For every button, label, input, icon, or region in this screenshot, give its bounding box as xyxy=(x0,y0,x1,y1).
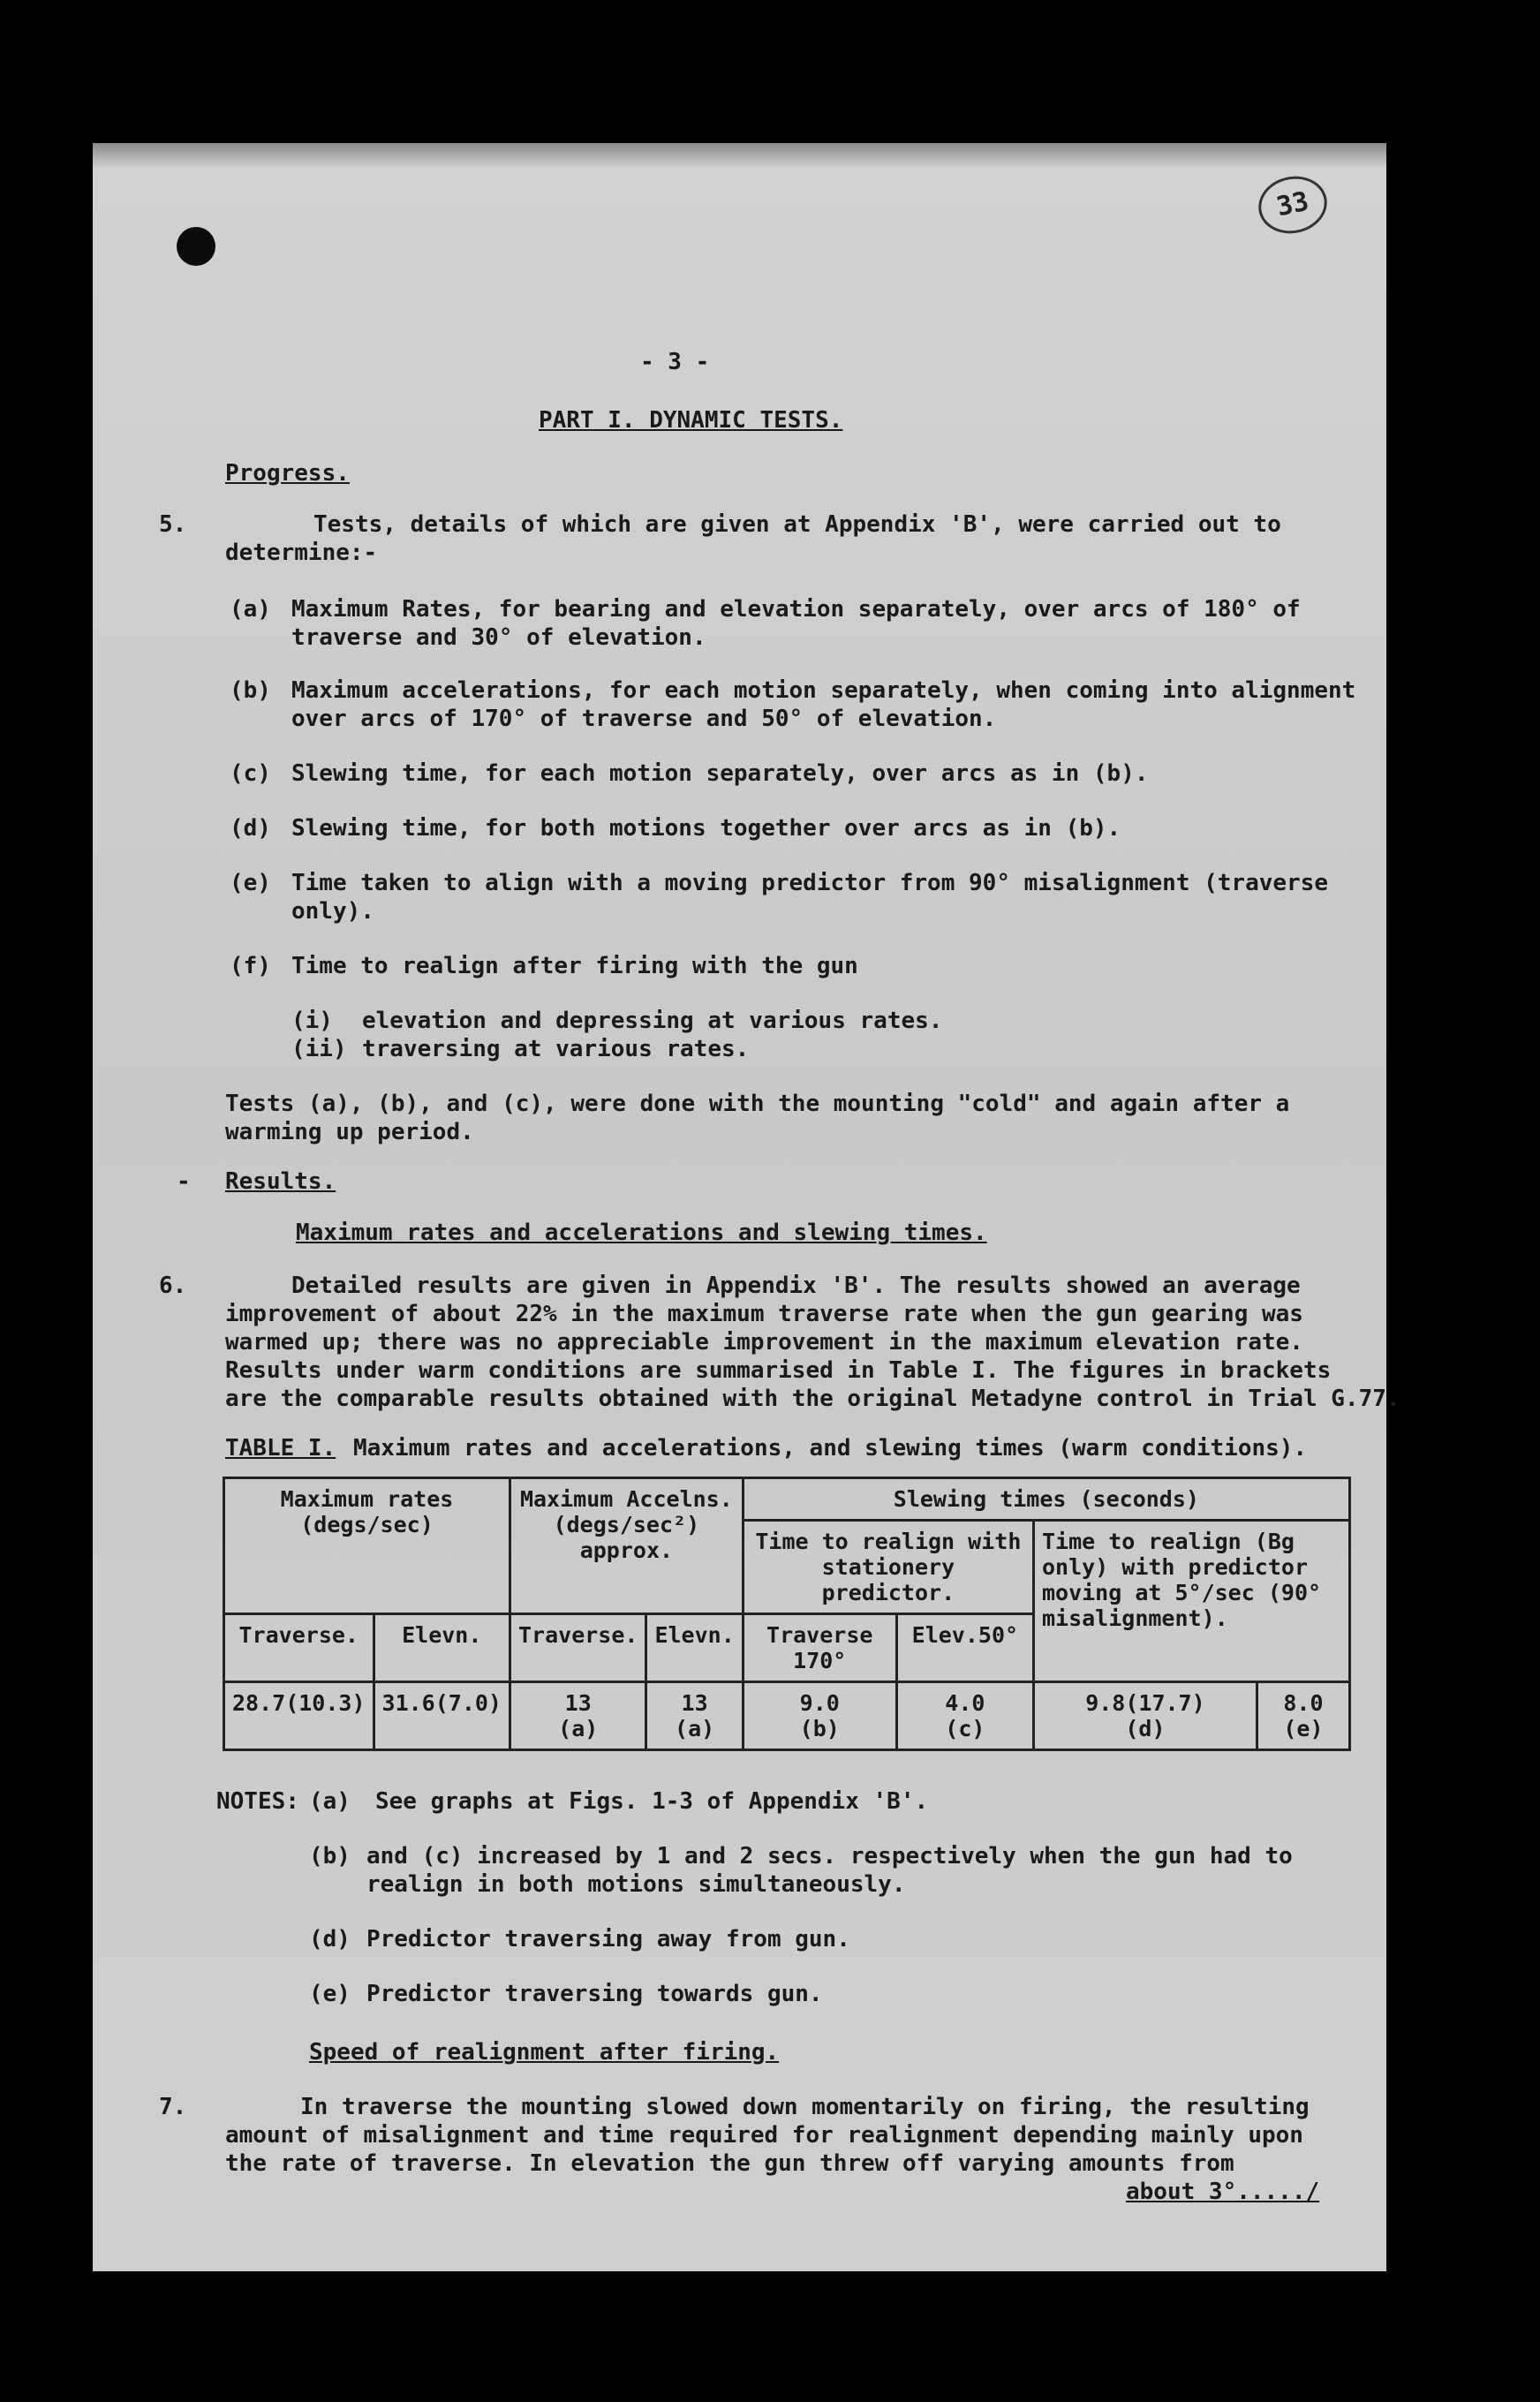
results-line-5: are the comparable results obtained with the original Metadyne control in Trial G.77. xyxy=(225,1386,1400,1412)
cell-acc-traverse-value: 13 xyxy=(564,1690,592,1716)
item-f-line1: Time to realign after firing with the gun xyxy=(291,953,858,979)
item-label-a: (a) xyxy=(230,596,271,623)
cell-acc-traverse xyxy=(510,1682,645,1750)
results-dash: - xyxy=(177,1168,191,1195)
folio-stamp: 33 xyxy=(1253,170,1332,240)
page-number: - 3 - xyxy=(640,349,710,375)
cell-acc-elevn-note: (a) xyxy=(675,1716,715,1741)
note-bc-label: (b) xyxy=(309,1843,351,1869)
cell-acc-elevn-value: 13 xyxy=(681,1690,708,1716)
table-caption-text: Maximum rates and accelerations, and slewing times (warm conditions). xyxy=(353,1435,1308,1462)
item-label-e: (e) xyxy=(230,870,271,896)
col-slew-elev: Elev.50° xyxy=(896,1614,1033,1682)
para-number-6: 6. xyxy=(159,1273,187,1299)
note-bc-line1: and (c) increased by 1 and 2 secs. respectively when the gun had to xyxy=(366,1843,1293,1869)
progress-heading: Progress. xyxy=(225,460,350,487)
header-moving: Time to realign (Bg only) with predictor moving at 5°/sec (90° misalignment). xyxy=(1033,1521,1349,1682)
item-label-c: (c) xyxy=(230,760,271,787)
item-b-line1: Maximum accelerations, for each motion separately, when coming into alignment xyxy=(291,677,1356,704)
results-heading: Results. xyxy=(225,1168,336,1195)
header-max-accel xyxy=(510,1478,743,1614)
item-label-f: (f) xyxy=(230,953,271,979)
table-i xyxy=(223,1477,1351,1751)
cell-slew-elev xyxy=(896,1682,1033,1750)
cell-acc-elevn xyxy=(646,1682,743,1750)
note-a-text: See graphs at Figs. 1-3 of Appendix 'B'. xyxy=(375,1788,929,1815)
col-acc-elevn: Elevn. xyxy=(646,1614,743,1682)
col-elevn: Elevn. xyxy=(374,1614,510,1682)
header-max-accel-unit: (degs/sec²) xyxy=(553,1512,700,1537)
cell-moving-1-note: (d) xyxy=(1125,1716,1166,1741)
item-d-line1: Slewing time, for both motions together over arcs as in (b). xyxy=(291,815,1121,842)
para-number-5: 5. xyxy=(159,511,187,538)
results-line-1: Detailed results are given in Appendix 'B'. The results showed an average xyxy=(291,1273,1301,1299)
note-e-text: Predictor traversing towards gun. xyxy=(366,1981,823,2007)
subitem-label-i: (i) xyxy=(291,1008,333,1034)
progress-closing-line1: Tests (a), (b), and (c), were done with the mounting "cold" and again after a xyxy=(225,1091,1290,1117)
subitem-ii-text: traversing at various rates. xyxy=(362,1036,750,1062)
cell-slew-traverse-note: (b) xyxy=(799,1716,840,1741)
cell-acc-traverse-note: (a) xyxy=(558,1716,599,1741)
header-max-accel-label: Maximum Accelns. xyxy=(519,1486,733,1512)
results-line-3: warmed up; there was no appreciable improvement in the maximum elevation rate. xyxy=(225,1329,1303,1356)
cell-elevn-rate: 31.6(7.0) xyxy=(374,1682,510,1750)
subitem-label-ii: (ii) xyxy=(291,1036,347,1062)
header-stationary: Time to realign with stationery predictor. xyxy=(743,1521,1033,1614)
note-d-text: Predictor traversing away from gun. xyxy=(366,1926,850,1953)
table-row xyxy=(224,1682,1350,1750)
realignment-line1: In traverse the mounting slowed down momentarily on firing, the resulting xyxy=(300,2094,1310,2120)
cell-moving-1-value: 9.8(17.7) xyxy=(1085,1690,1205,1716)
note-d-label: (d) xyxy=(309,1926,351,1953)
note-a-label: (a) xyxy=(309,1788,351,1815)
item-a-line2: traverse and 30° of elevation. xyxy=(291,624,706,651)
part-heading: PART I. DYNAMIC TESTS. xyxy=(539,407,843,434)
header-max-rates-label: Maximum rates xyxy=(280,1486,454,1512)
notes-label: NOTES: xyxy=(216,1788,299,1815)
results-subheading: Maximum rates and accelerations and slewing times. xyxy=(296,1220,987,1246)
item-label-d: (d) xyxy=(230,815,271,842)
para-number-7: 7. xyxy=(159,2094,187,2120)
progress-intro-line2: determine:- xyxy=(225,540,378,566)
cell-moving-2-note: (e) xyxy=(1283,1716,1324,1741)
header-slewing: Slewing times (seconds) xyxy=(743,1478,1349,1521)
catchword: about 3°...../ xyxy=(1126,2179,1320,2205)
cell-slew-elev-value: 4.0 xyxy=(945,1690,985,1716)
table-caption-label: TABLE I. xyxy=(225,1435,336,1462)
header-max-rates xyxy=(224,1478,510,1614)
subitem-i-text: elevation and depressing at various rates. xyxy=(362,1008,943,1034)
cell-slew-elev-note: (c) xyxy=(945,1716,985,1741)
col-traverse: Traverse. xyxy=(224,1614,374,1682)
punch-hole xyxy=(177,227,215,266)
item-label-b: (b) xyxy=(230,677,271,704)
note-e-label: (e) xyxy=(309,1981,351,2007)
results-line-2: improvement of about 22% in the maximum traverse rate when the gun gearing was xyxy=(225,1301,1303,1327)
item-a-line1: Maximum Rates, for bearing and elevation separately, over arcs of 180° of xyxy=(291,596,1301,623)
note-bc-line2: realign in both motions simultaneously. xyxy=(366,1871,906,1898)
cell-moving-1 xyxy=(1033,1682,1257,1750)
cell-slew-traverse xyxy=(743,1682,896,1750)
col-slew-traverse: Traverse 170° xyxy=(743,1614,896,1682)
progress-closing-line2: warming up period. xyxy=(225,1119,474,1145)
item-c-line1: Slewing time, for each motion separately, over arcs as in (b). xyxy=(291,760,1149,787)
col-acc-traverse: Traverse. xyxy=(510,1614,645,1682)
cell-slew-traverse-value: 9.0 xyxy=(799,1690,840,1716)
item-e-line2: only). xyxy=(291,898,374,925)
cell-moving-2 xyxy=(1257,1682,1349,1750)
realignment-subheading: Speed of realignment after firing. xyxy=(309,2039,780,2066)
cell-traverse-rate: 28.7(10.3) xyxy=(224,1682,374,1750)
header-max-accel-approx: approx. xyxy=(579,1537,674,1563)
item-b-line2: over arcs of 170° of traverse and 50° of elevation. xyxy=(291,706,997,732)
progress-intro-line1: Tests, details of which are given at Appendix 'B', were carried out to xyxy=(313,511,1281,538)
header-max-rates-unit: (degs/sec) xyxy=(300,1512,434,1537)
document-sheet xyxy=(93,143,1400,2271)
sheet-top-edge xyxy=(93,143,1386,168)
cell-moving-2-value: 8.0 xyxy=(1283,1690,1324,1716)
realignment-line3: the rate of traverse. In elevation the gun threw off varying amounts from xyxy=(225,2150,1234,2177)
results-line-4: Results under warm conditions are summarised in Table I. The figures in brackets xyxy=(225,1357,1332,1384)
realignment-line2: amount of misalignment and time required for realignment depending mainly upon xyxy=(225,2122,1303,2149)
item-e-line1: Time taken to align with a moving predictor from 90° misalignment (traverse xyxy=(291,870,1328,896)
